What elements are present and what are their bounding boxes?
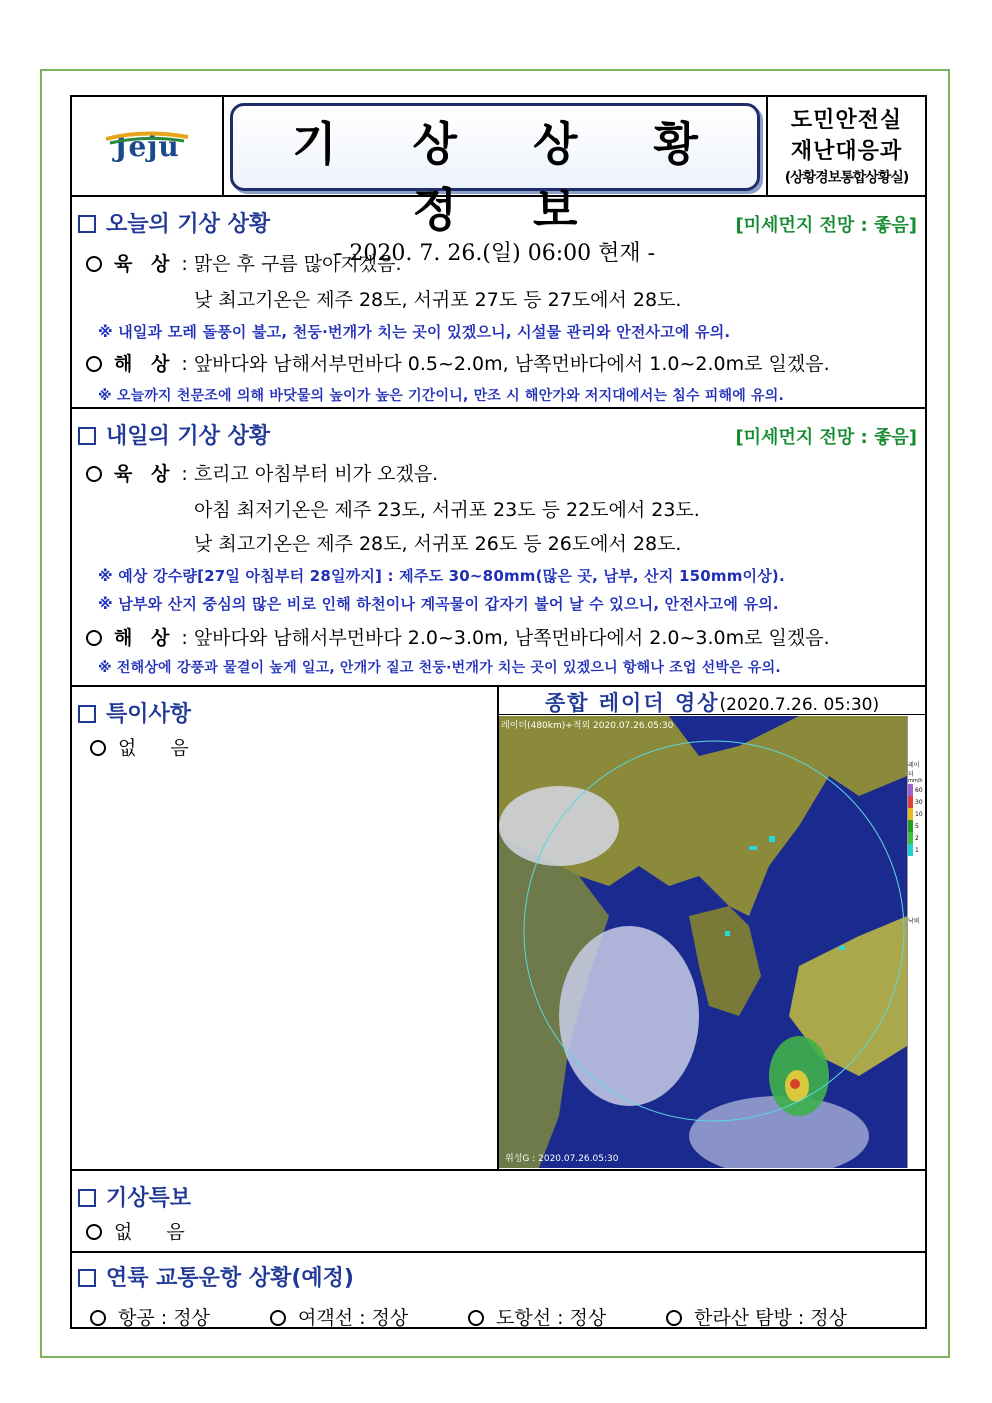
circle-bullet-icon xyxy=(86,630,102,646)
tomorrow-note-rain: ※ 예상 강수량[27일 아침부터 28일까지] : 제주도 30~80mm(많은 곳, 남부, 산지 150mm이상). xyxy=(98,567,785,585)
legend-value: 5 xyxy=(915,822,919,830)
today-note-gust: ※ 내일과 모레 돌풍이 불고, 천둥·번개가 치는 곳이 있겠으니, 시설물 관리와 안전사고에 유의. xyxy=(98,323,731,341)
legend-unit: mm/h xyxy=(908,778,923,784)
today-land-temp: 낮 최고기온은 제주 28도, 서귀포 27도 등 27도에서 28도. xyxy=(194,289,682,311)
legend-entry xyxy=(908,820,925,832)
special-value: 없 음 xyxy=(90,733,203,760)
legend-entry xyxy=(908,844,925,856)
legend-lightning: 낙뢰 xyxy=(908,918,920,925)
traffic-island-ferry: 도항선 : 정상 xyxy=(468,1303,606,1330)
warning-section xyxy=(72,1171,925,1253)
tomorrow-heading: 내일의 기상 상황 xyxy=(78,419,270,450)
legend-entry xyxy=(908,784,925,796)
checkbox-icon xyxy=(78,427,96,445)
department-cell xyxy=(766,97,925,195)
circle-bullet-icon xyxy=(90,740,106,756)
checkbox-icon xyxy=(78,215,96,233)
traffic-air: 항공 : 정상 xyxy=(90,1303,210,1330)
legend-value: 1 xyxy=(915,846,919,854)
traffic-heading: 연륙 교통운항 상황(예정) xyxy=(78,1261,354,1292)
tomorrow-section xyxy=(72,409,925,687)
tomorrow-sea: 해 상 : 앞바다와 남해서부먼바다 2.0~3.0m, 남쪽먼바다에서 2.0~3.0m로 일겠음. xyxy=(86,623,830,650)
weather-report-document xyxy=(70,95,927,1329)
traffic-hallasan: 한라산 탐방 : 정상 xyxy=(666,1303,847,1330)
legend-swatch xyxy=(908,808,913,820)
today-note-tide: ※ 오늘까지 천문조에 의해 바닷물의 높이가 높은 기간이니, 만조 시 해안가와 저지대에서는 침수 피해에 유의. xyxy=(98,388,785,404)
radar-image xyxy=(499,716,907,1168)
dept-room: (상황경보통합상황실) xyxy=(784,170,909,186)
radar-map-graphic xyxy=(499,716,907,1168)
radar-image-label: 레이더(480km)+적외 2020.07.26.05:30 xyxy=(501,721,674,731)
legend-value: 30 xyxy=(915,798,923,806)
legend-scale xyxy=(908,784,925,856)
logo-swoosh-icon xyxy=(104,127,190,147)
special-section xyxy=(72,687,925,1171)
warning-value: 없 음 xyxy=(86,1217,199,1244)
today-section xyxy=(72,197,925,409)
checkbox-icon xyxy=(78,1269,96,1287)
legend-swatch xyxy=(908,832,913,844)
jeju-logo xyxy=(72,97,224,195)
today-sea: 해 상 : 앞바다와 남해서부먼바다 0.5~2.0m, 남쪽먼바다에서 1.0~2.0m로 일겠음. xyxy=(86,349,830,376)
warning-heading: 기상특보 xyxy=(78,1181,191,1212)
tomorrow-low-temp: 아침 최저기온은 제주 23도, 서귀포 23도 등 22도에서 23도. xyxy=(194,499,700,521)
title-box xyxy=(230,103,760,266)
legend-swatch xyxy=(908,784,913,796)
circle-bullet-icon xyxy=(468,1310,484,1326)
today-dust-forecast: [미세먼지 전망 : 좋음] xyxy=(735,215,917,236)
radar-title: 종합 레이더 영상(2020.7.26. 05:30) xyxy=(499,687,925,715)
legend-value: 10 xyxy=(915,810,923,818)
report-datetime: - 2020. 7. 26.(일) 06:00 현재 - xyxy=(334,241,656,266)
legend-value: 60 xyxy=(915,786,923,794)
tomorrow-note-safety: ※ 남부와 산지 중심의 많은 비로 인해 하천이나 계곡물이 갑자기 불어 날 수 있으니, 안전사고에 유의. xyxy=(98,595,779,613)
traffic-ferry: 여객선 : 정상 xyxy=(270,1303,408,1330)
circle-bullet-icon xyxy=(90,1310,106,1326)
tomorrow-land: 육 상 : 흐리고 아침부터 비가 오겠음. xyxy=(86,459,438,486)
circle-bullet-icon xyxy=(86,256,102,272)
legend-title: 레이더 xyxy=(908,762,920,778)
legend-swatch xyxy=(908,820,913,832)
special-heading: 특이사항 xyxy=(78,697,191,728)
page-title: 기 상 상 황 정 보 xyxy=(292,117,728,237)
tomorrow-dust-forecast: [미세먼지 전망 : 좋음] xyxy=(735,427,917,448)
tomorrow-high-temp: 낮 최고기온은 제주 28도, 서귀포 26도 등 26도에서 28도. xyxy=(194,533,682,555)
radar-image-footer: 위성G : 2020.07.26.05:30 xyxy=(505,1154,619,1164)
legend-entry xyxy=(908,808,925,820)
today-heading: 오늘의 기상 상황 xyxy=(78,207,270,238)
legend-swatch xyxy=(908,796,913,808)
circle-bullet-icon xyxy=(666,1310,682,1326)
dept-division: 재난대응과 xyxy=(790,139,903,164)
circle-bullet-icon xyxy=(86,356,102,372)
checkbox-icon xyxy=(78,705,96,723)
circle-bullet-icon xyxy=(86,466,102,482)
tomorrow-note-marine: ※ 전해상에 강풍과 물결이 높게 일고, 안개가 짙고 천둥·번개가 치는 곳이 있겠으니 항해나 조업 선박은 유의. xyxy=(98,660,781,676)
traffic-section xyxy=(72,1253,925,1327)
checkbox-icon xyxy=(78,1189,96,1207)
legend-entry xyxy=(908,832,925,844)
circle-bullet-icon xyxy=(270,1310,286,1326)
radar-panel xyxy=(497,687,925,1169)
circle-bullet-icon xyxy=(86,1224,102,1240)
logo-text: Jeju xyxy=(114,129,180,163)
radar-legend xyxy=(907,716,925,1168)
legend-swatch xyxy=(908,844,913,856)
legend-value: 2 xyxy=(915,834,919,842)
today-land: 육 상 : 맑은 후 구름 많아지겠음. xyxy=(86,249,402,276)
dept-office: 도민안전실 xyxy=(790,108,903,133)
legend-entry xyxy=(908,796,925,808)
